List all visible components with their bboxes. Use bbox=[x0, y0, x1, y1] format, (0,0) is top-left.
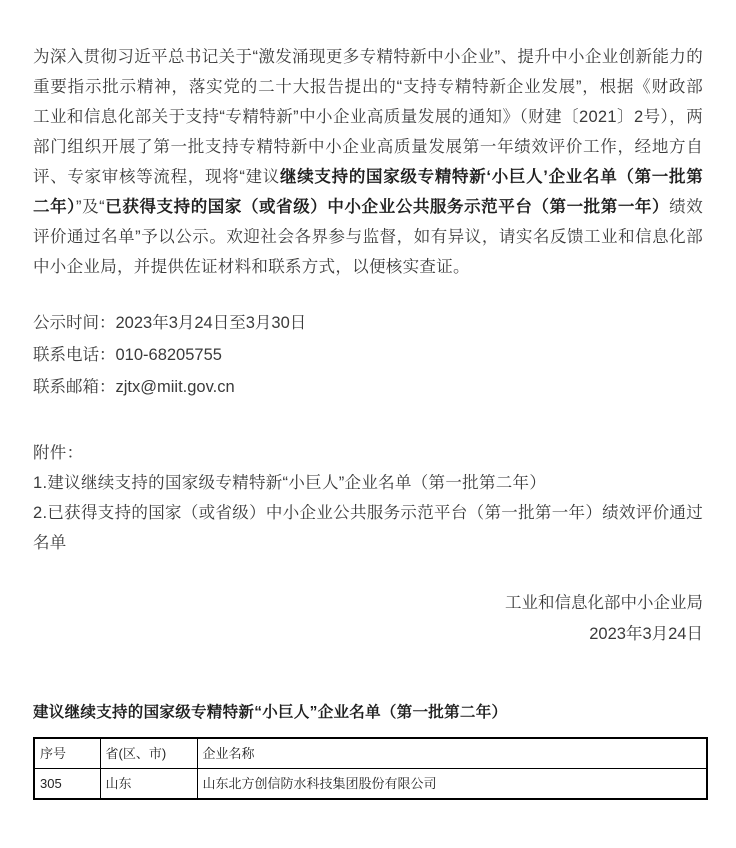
attachment-item-1: 1.建议继续支持的国家级专精特新“小巨人”企业名单（第一批第二年） bbox=[33, 474, 547, 492]
intro-text-2: 绩效评价通过名单”予以公示。欢迎社会各界参与监督，如有异议，请实名反馈工业和信息化部中小企业局，并提供佐证材料和联系方式，以便核实查证。 bbox=[33, 198, 703, 276]
signature-date: 2023年3月24日 bbox=[589, 625, 703, 643]
company-list-title: 建议继续支持的国家级专精特新“小巨人”企业名单（第一批第二年） bbox=[33, 704, 508, 721]
col-header-province: 省(区、市) bbox=[100, 738, 197, 769]
contact-phone-value: 010-68205755 bbox=[115, 346, 222, 364]
intro-conjunction: ”及“ bbox=[76, 198, 105, 216]
contact-phone-line bbox=[33, 339, 703, 371]
contact-phone-label: 联系电话： bbox=[33, 346, 116, 364]
signature-org: 工业和信息化部中小企业局 bbox=[505, 594, 703, 612]
cell-province: 山东 bbox=[100, 769, 197, 800]
publicity-period-line bbox=[33, 307, 703, 339]
company-table bbox=[33, 737, 708, 800]
attachments-heading: 附件： bbox=[33, 444, 84, 462]
table-row bbox=[34, 769, 707, 800]
contact-info-block bbox=[33, 307, 703, 403]
table-header-row bbox=[34, 738, 707, 769]
contact-email-line bbox=[33, 371, 703, 403]
company-table-body bbox=[34, 769, 707, 800]
contact-email-value: zjtx@miit.gov.cn bbox=[115, 378, 235, 396]
attachments-block bbox=[33, 438, 703, 558]
publicity-period-value: 2023年3月24日至3月30日 bbox=[115, 314, 307, 332]
bold-list-title-1: 继续支持的国家级专精特新‘小巨人’企业名单（第一批第二年） bbox=[33, 168, 704, 216]
publicity-period-label: 公示时间： bbox=[33, 314, 116, 332]
intro-text-1: 为深入贯彻习近平总书记关于“激发涌现更多专精特新中小企业”、提升中小企业创新能力的重要指示批示精神，落实党的二十大报告提出的“支持专精特新企业发展”，根据《财政部 工业和信息化部关于支持“专精特新”中小企业高质量发展的通知》（财建〔2021〕2号），两部门组织开展了第一批支持专精特新中小企业高质量发展第一年绩效评价工作，经地方自评、专家审核等流程，现将“建议 bbox=[33, 48, 703, 186]
cell-index: 305 bbox=[34, 769, 100, 800]
signature-block bbox=[33, 588, 703, 650]
company-table-head bbox=[34, 738, 707, 769]
cell-company: 山东北方创信防水科技集团股份有限公司 bbox=[197, 769, 707, 800]
col-header-company: 企业名称 bbox=[197, 738, 707, 769]
col-header-index: 序号 bbox=[34, 738, 100, 769]
attachment-item-2: 2.已获得支持的国家（或省级）中小企业公共服务示范平台（第一批第一年）绩效评价通过名单 bbox=[33, 504, 703, 552]
bold-list-title-2: 已获得支持的国家（或省级）中小企业公共服务示范平台（第一批第一年） bbox=[104, 198, 670, 216]
intro-paragraph bbox=[33, 42, 703, 282]
contact-email-label: 联系邮箱： bbox=[33, 378, 116, 396]
